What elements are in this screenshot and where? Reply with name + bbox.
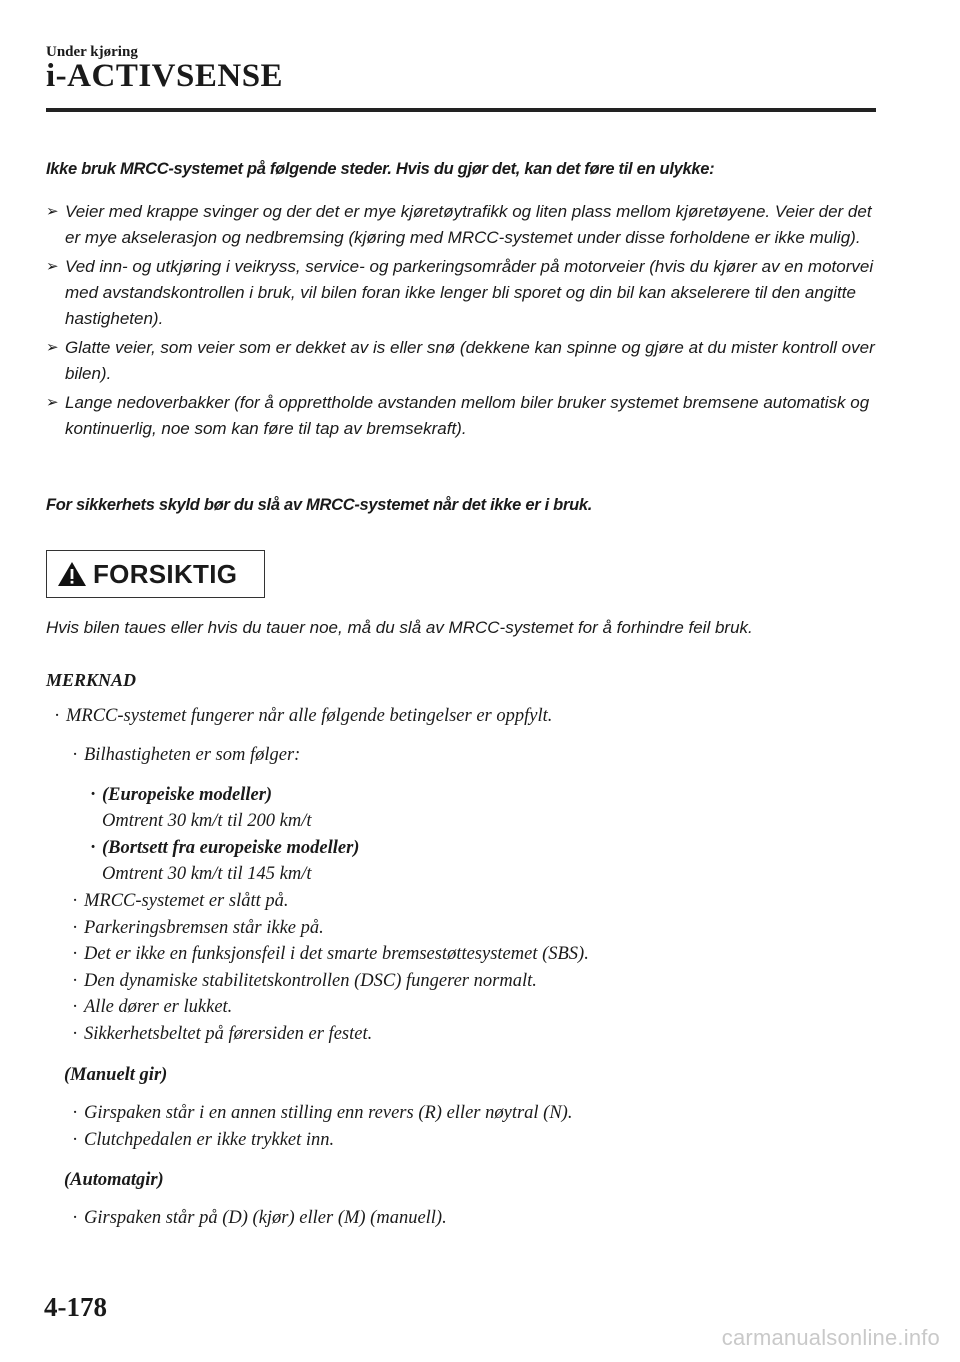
auto-item: · Girspaken står på (D) (kjør) eller (M) (manuell). xyxy=(72,1208,447,1228)
condition-item: · Den dynamiske stabilitetskontrollen (DSC) fungerer normalt. xyxy=(72,971,537,991)
condition-item: · Parkeringsbremsen står ikke på. xyxy=(72,918,324,938)
warning-triangle-icon xyxy=(57,561,87,587)
manual-item: · Girspaken står i en annen stilling enn revers (R) eller nøytral (N). xyxy=(72,1103,573,1123)
page-title: i-ACTIVSENSE xyxy=(46,58,284,94)
condition-item: · Alle dører er lukket. xyxy=(72,997,233,1017)
auto-heading: (Automatgir) xyxy=(64,1170,164,1190)
caution-text: Hvis bilen taues eller hvis du tauer noe, må du slå av MRCC-systemet for å forhindre feil bruk. xyxy=(46,618,753,637)
non-european-value: Omtrent 30 km/t til 145 km/t xyxy=(102,864,312,884)
title-rule xyxy=(46,108,876,112)
arrow-bullet-icon: ➢ xyxy=(46,339,59,356)
condition-item: · Det er ikke en funksjonsfeil i det smarte bremsestøttesystemet (SBS). xyxy=(72,944,589,964)
non-european-label: · (Bortsett fra europeiske modeller) xyxy=(90,838,360,858)
european-label: · (Europeiske modeller) xyxy=(90,785,273,805)
note-intro: · MRCC-systemet fungerer når alle følgende betingelser er oppfylt. xyxy=(54,706,553,726)
watermark: carmanualsonline.info xyxy=(721,1325,940,1350)
arrow-bullet-icon: ➢ xyxy=(46,394,59,411)
section-label: Under kjøring xyxy=(46,44,138,60)
condition-item: · MRCC-systemet er slått på. xyxy=(72,891,289,911)
speed-heading: · Bilhastigheten er som følger: xyxy=(72,745,301,765)
arrow-bullet-icon: ➢ xyxy=(46,203,59,220)
european-value: Omtrent 30 km/t til 200 km/t xyxy=(102,811,312,831)
warning-footer: For sikkerhets skyld bør du slå av MRCC-systemet når det ikke er i bruk. xyxy=(46,496,593,514)
manual-heading: (Manuelt gir) xyxy=(64,1065,168,1085)
manual-item: · Clutchpedalen er ikke trykket inn. xyxy=(72,1130,335,1150)
warning-item: ➢ Veier med krappe svinger og der det er mye kjøretøytrafikk og liten plass mellom kjøretøyene. Veier der det er mye akselerasjon og nedbremsing (kjøring med MRCC-systemet under disse forholdene er ikke mulig). xyxy=(46,199,886,251)
warning-heading: Ikke bruk MRCC-systemet på følgende steder. Hvis du gjør det, kan det føre til en ulykke: xyxy=(46,160,715,178)
note-heading: MERKNAD xyxy=(46,670,137,690)
warning-item: ➢ Lange nedoverbakker (for å opprettholde avstanden mellom biler bruker systemet bremsene automatisk og kontinuerlig, noe som kan føre til tap av bremsekraft). xyxy=(46,390,886,442)
warning-item: ➢ Ved inn- og utkjøring i veikryss, service- og parkeringsområder på motorveier (hvis du kjører av en motorvei med avstandskontrollen i bruk, vil bilen foran ikke lenger bli sporet og din bil kan akselerere til den angitte hastigheten). xyxy=(46,254,886,332)
condition-item: · Sikkerhetsbeltet på førersiden er festet. xyxy=(72,1024,373,1044)
arrow-bullet-icon: ➢ xyxy=(46,258,59,275)
warning-list xyxy=(46,199,886,445)
caution-box xyxy=(46,550,265,598)
page-number: 4-178 xyxy=(44,1292,107,1322)
warning-item: ➢ Glatte veier, som veier som er dekket av is eller snø (dekkene kan spinne og gjøre at du mister kontroll over bilen). xyxy=(46,335,886,387)
caution-label: FORSIKTIG xyxy=(93,558,238,589)
